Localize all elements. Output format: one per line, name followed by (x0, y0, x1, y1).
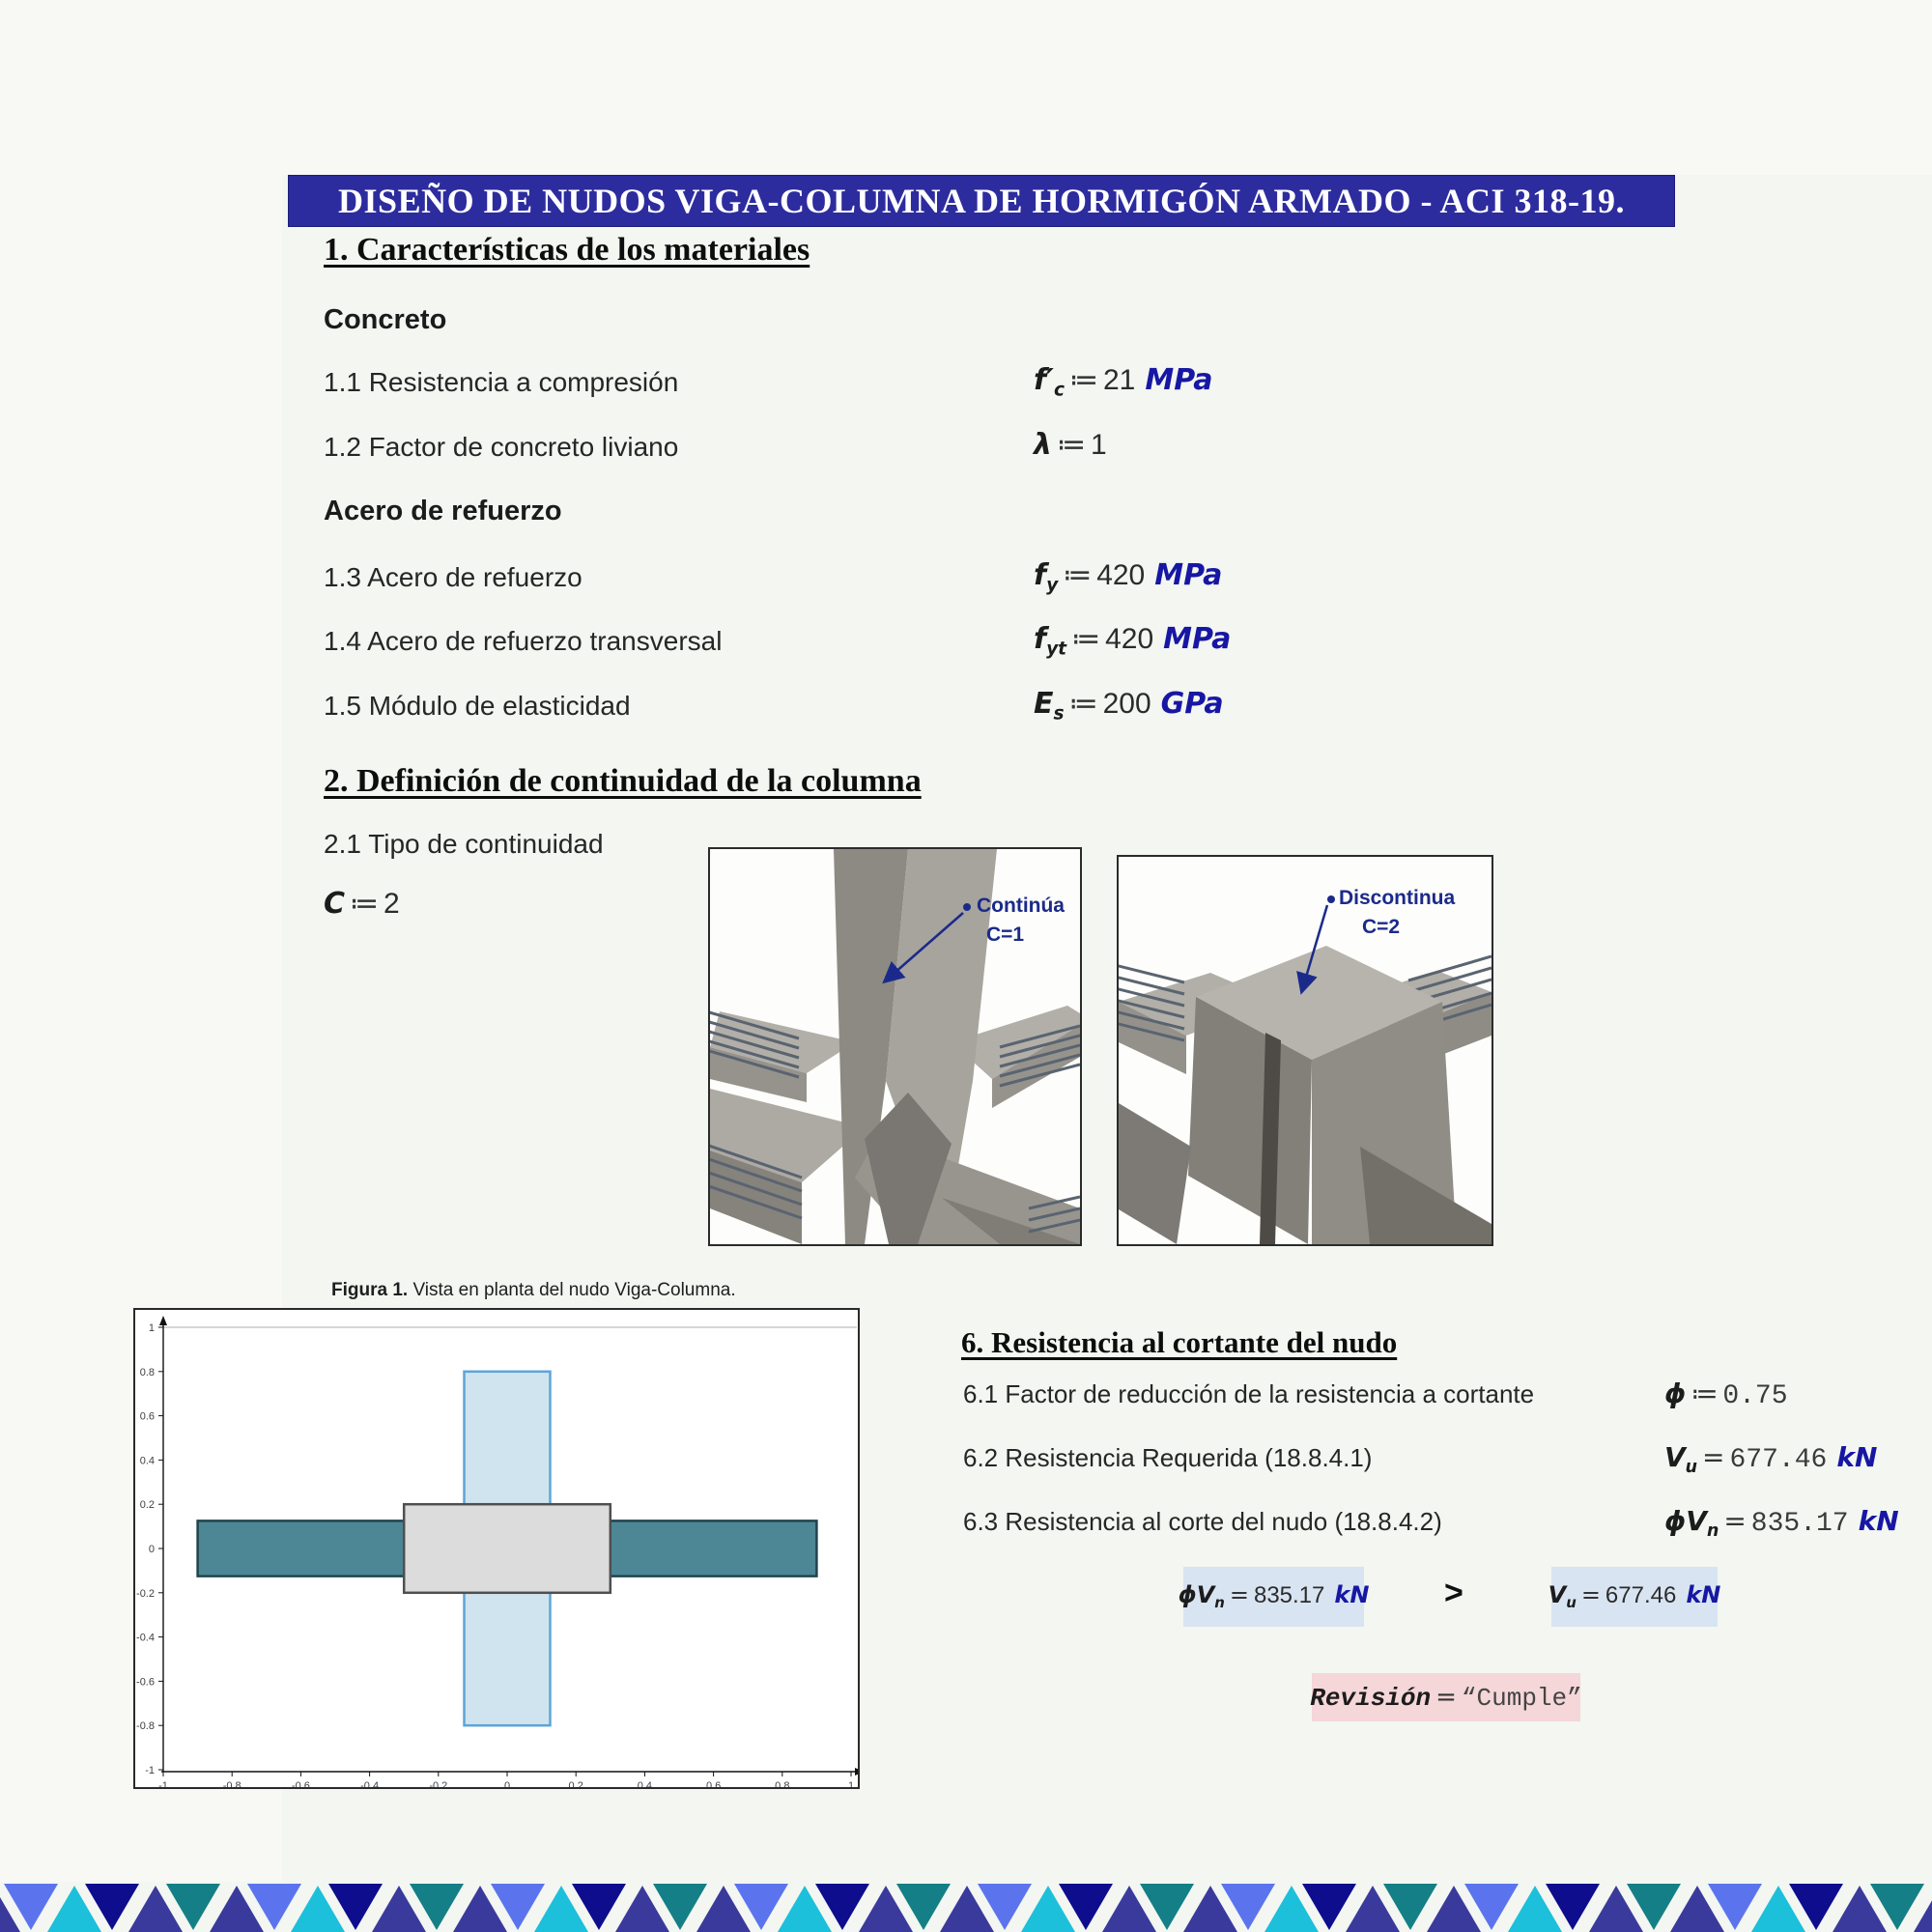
group-acero: Acero de refuerzo (324, 496, 562, 526)
material-math-region[interactable]: λ ≔ 1 (1034, 428, 1107, 462)
shear-row-label: 6.1 Factor de reducción de la resistencia a cortante (963, 1379, 1535, 1408)
top-margin (0, 0, 1932, 175)
shear-math-region[interactable]: $V_u = 677.46$ kN (1664, 1441, 1878, 1478)
svg-text:-1: -1 (145, 1765, 155, 1776)
worksheet-title: DISEÑO DE NUDOS VIGA-COLUMNA DE HORMIGÓN ARMADO - ACI 318-19. (288, 175, 1675, 227)
vu-result-box[interactable] (1548, 1567, 1721, 1627)
svg-text:-0.6: -0.6 (136, 1676, 155, 1689)
svg-text:0: 0 (503, 1780, 511, 1787)
material-row-label: 1.2 Factor de concreto liviano (324, 432, 679, 462)
shear-row-label: 6.2 Resistencia Requerida (18.8.4.1) (963, 1443, 1373, 1472)
svg-text:-0.6: -0.6 (291, 1780, 310, 1787)
svg-text:1: 1 (148, 1322, 155, 1334)
vu-result-math: $V_u = 677.46$ kN (1548, 1581, 1721, 1612)
discontinuity-label-line2: C=2 (1362, 916, 1401, 939)
figure1-caption (331, 1280, 736, 1301)
svg-text:1: 1 (847, 1780, 855, 1787)
continuity-label-line1: Continúa (977, 895, 1065, 917)
figure1-caption-bold: Figura 1. (331, 1280, 409, 1300)
material-math-region[interactable]: $f_y$ ≔ 420 MPa (1034, 558, 1223, 596)
svg-text:-0.2: -0.2 (429, 1780, 448, 1787)
plan-view-plot-region[interactable] (133, 1308, 860, 1789)
svg-text:0.6: 0.6 (139, 1410, 155, 1423)
svg-text:-0.2: -0.2 (136, 1587, 155, 1600)
svg-text:0.2: 0.2 (568, 1780, 583, 1787)
svg-text:0.8: 0.8 (139, 1366, 155, 1378)
figure-continuous-column[interactable] (708, 847, 1082, 1246)
decorative-triangle-border (0, 1882, 1932, 1932)
section6-heading: 6. Resistencia al cortante del nudo (961, 1325, 1398, 1359)
figure1-caption-text: Vista en planta del nudo Viga-Columna. (408, 1280, 736, 1300)
material-math-region[interactable]: $f'_c$ ≔ 21 MPa (1034, 363, 1213, 401)
continuity-label-line2: C=1 (986, 923, 1025, 947)
discontinuity-label-line1: Discontinua (1339, 887, 1456, 909)
group-concreto: Concreto (324, 304, 447, 335)
shear-row-label: 6.3 Resistencia al corte del nudo (18.8.4.2) (963, 1507, 1442, 1536)
revision-status-math: Revisión = “Cumple” (1310, 1683, 1582, 1713)
material-row-label: 1.1 Resistencia a compresión (324, 367, 679, 397)
svg-text:-0.4: -0.4 (136, 1632, 155, 1644)
svg-text:0.8: 0.8 (775, 1780, 790, 1787)
phi-vn-result-math: $\phi V_n = 835.17$ kN (1178, 1581, 1370, 1612)
svg-text:-0.8: -0.8 (222, 1780, 242, 1787)
plan-view-chart (135, 1310, 858, 1787)
svg-text:0.2: 0.2 (139, 1499, 155, 1512)
discontinuity-label (1339, 884, 1455, 943)
svg-text:0.4: 0.4 (139, 1455, 155, 1467)
shear-math-region[interactable]: $\phi V_n = 835.17$ kN (1664, 1505, 1899, 1542)
svg-text:-0.4: -0.4 (360, 1780, 380, 1787)
svg-text:-0.8: -0.8 (136, 1720, 155, 1733)
svg-text:0.6: 0.6 (705, 1780, 722, 1787)
revision-status-box[interactable] (1312, 1673, 1580, 1721)
section1-heading: 1. Características de los materiales (324, 232, 810, 268)
greater-than-operator: > (1444, 1575, 1463, 1611)
svg-text:0.4: 0.4 (637, 1780, 653, 1787)
svg-text:-1: -1 (158, 1780, 168, 1787)
continuity-math-region[interactable]: C ≔ 2 (324, 887, 400, 921)
material-math-region[interactable]: $E_s$ ≔ 200 GPa (1034, 687, 1224, 724)
material-math-region[interactable]: $f_{yt}$ ≔ 420 MPa (1034, 622, 1232, 660)
continuity-label (977, 892, 1065, 951)
material-row-label: 1.4 Acero de refuerzo transversal (324, 626, 723, 656)
material-row-label: 1.3 Acero de refuerzo (324, 562, 582, 592)
section2-heading: 2. Definición de continuidad de la columna (324, 763, 922, 799)
shear-math-region[interactable]: ϕ ≔ 0.75 (1664, 1378, 1788, 1411)
figure-discontinuous-column[interactable] (1117, 855, 1493, 1246)
material-row-label: 1.5 Módulo de elasticidad (324, 691, 631, 721)
svg-text:0: 0 (148, 1544, 155, 1555)
section2-item: 2.1 Tipo de continuidad (324, 829, 604, 859)
phi-vn-result-box[interactable] (1178, 1567, 1370, 1627)
